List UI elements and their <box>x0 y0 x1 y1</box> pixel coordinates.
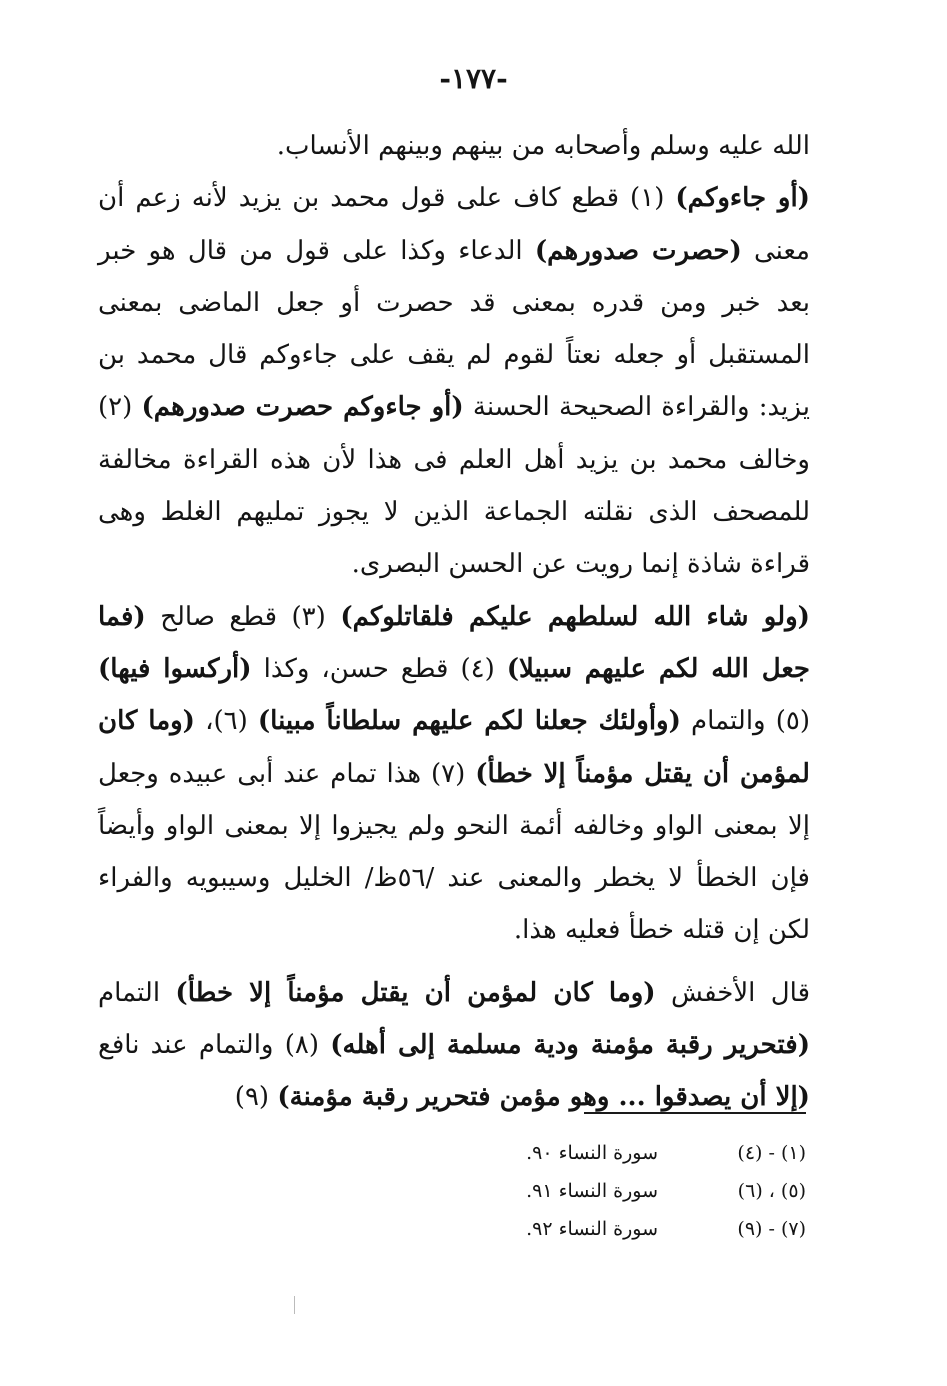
scan-mark <box>294 1296 295 1314</box>
footnotes <box>480 1134 806 1248</box>
commentary-text: (٦)، <box>194 706 258 737</box>
quran-quote: (أركسوا فيها) <box>98 653 252 684</box>
commentary-text: (٢) وخالف محمد بن يزيد أهل العلم فى هذا لأن هذه القراءة مخالفة للمصحف الذى نقلته الجماعة الذين لا يجوز تمليهم الغلط وهى قراءة شاذة إنما رويت عن الحسن البصرى. <box>98 392 810 580</box>
footnote-reference: (٥) ، (٦) <box>737 1180 806 1202</box>
paragraph <box>98 967 810 1124</box>
footnote <box>480 1210 806 1248</box>
commentary-text: (١) قطع كاف على قول محمد بن يزيد لأنه زعم أن معنى <box>98 183 810 266</box>
commentary-text: الدعاء وكذا على قول من قال هو خبر بعد خبر ومن قدره بمعنى قد حصرت أو جعل الماضى بمعنى المستقبل أو جعله نعتاً لقوم لم يقف على جاءوكم قال محمد بن يزيد: والقراءة الصحيحة الحسنة <box>98 235 810 423</box>
paragraph <box>98 120 810 172</box>
commentary-text: الله عليه وسلم وأصحابه من بينهم وبينهم الأنساب. <box>276 131 810 161</box>
commentary-text: قال الأخفش <box>655 977 810 1008</box>
quran-quote: (ولو شاء الله لسلطهم عليكم فلقاتلوكم) <box>340 601 810 632</box>
quran-quote: (إلا أن يصدقوا ... وهو مؤمن فتحرير رقبة مؤمنة) <box>277 1082 810 1113</box>
quran-quote: (أو جاءوكم) <box>675 183 810 214</box>
quran-quote: (حصرت صدورهم) <box>534 235 742 266</box>
quran-quote: (فتحرير رقبة مؤمنة ودية مسلمة إلى أهله) <box>330 1030 811 1061</box>
commentary-text: (٥) والتمام <box>680 706 810 737</box>
paragraph <box>98 172 810 590</box>
footnote <box>480 1134 806 1172</box>
footnote-text: سورة النساء ٩٢. <box>526 1218 658 1240</box>
quran-quote: (فما جعل الله لكم عليهم سبيلا) <box>98 601 810 684</box>
quran-quote: (وأولئك جعلنا لكم عليهم سلطاناً مبينا) <box>257 706 681 737</box>
footnote-text: سورة النساء ٩٠. <box>526 1142 658 1164</box>
main-text <box>98 120 810 1124</box>
commentary-text: التمام <box>98 977 176 1008</box>
paragraph <box>98 591 810 957</box>
quran-quote: (وما كان لمؤمن أن يقتل مؤمناً إلا خطأ) <box>98 706 810 789</box>
commentary-text: (٣) قطع صالح <box>145 601 341 632</box>
footnote-reference: (٧) - (٩) <box>737 1218 806 1240</box>
quran-quote: (وما كان لمؤمن أن يقتل مؤمناً إلا خطأ) <box>175 977 656 1008</box>
footnote <box>480 1172 806 1210</box>
commentary-text: (٩) <box>234 1082 278 1113</box>
footnote-reference: (١) - (٤) <box>737 1142 806 1164</box>
page-number: -١٧٧- <box>439 62 508 95</box>
commentary-text: (٨) والتمام عند نافع <box>98 1030 331 1061</box>
footnote-divider <box>584 1112 806 1114</box>
commentary-text: (٤) قطع حسن، وكذا <box>251 653 507 684</box>
commentary-text: (٧) هذا تمام عند أبى عبيده وجعل إلا بمعنى الواو وخالفه أئمة النحو ولم يجيزوا إلا بمعنى الواو وأيضاً فإن الخطأ لا يخطر والمعنى عند /٥٦ظ/ الخليل وسيبويه والفراء لكن إن قتله خطأ فعليه هذا. <box>98 758 810 946</box>
quran-quote: (أو جاءوكم حصرت صدورهم) <box>141 392 464 423</box>
footnote-text: سورة النساء ٩١. <box>526 1180 658 1202</box>
